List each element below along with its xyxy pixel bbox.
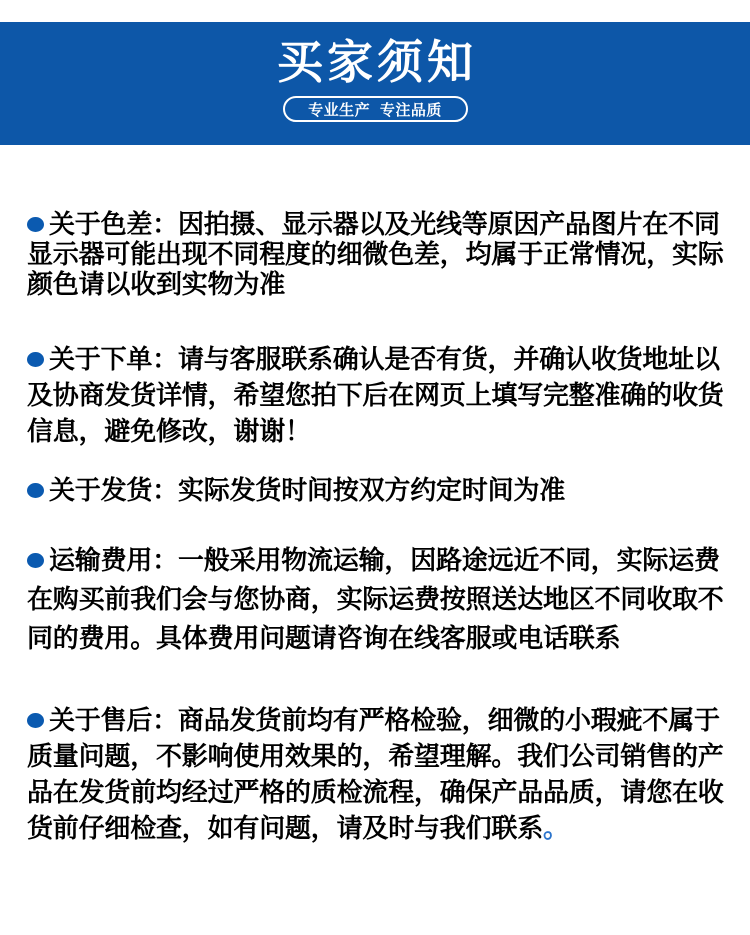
notice-line bbox=[27, 341, 723, 377]
notice-line bbox=[27, 541, 723, 580]
tagline-text: 专业生产 专注品质 bbox=[308, 101, 442, 119]
notice-list bbox=[0, 209, 750, 846]
notice-line: 颜色请以收到实物为准 bbox=[27, 269, 286, 299]
notice-line: 在购买前我们会与您协商，实际运费按照送达地区不同收取不 bbox=[27, 584, 724, 614]
bullet-icon bbox=[27, 483, 44, 498]
notice-shipping-time bbox=[27, 472, 723, 508]
notice-text: 关于发货：实际发货时间按双方约定时间为准 bbox=[49, 475, 566, 505]
notice-freight-cost bbox=[27, 541, 723, 658]
notice-text: 关于下单：请与客服联系确认是否有货，并确认收货地址以 bbox=[49, 344, 720, 374]
page-title: 买家须知 bbox=[277, 36, 477, 88]
notice-line: 信息，避免修改，谢谢！ bbox=[27, 416, 311, 446]
bullet-icon bbox=[27, 713, 44, 728]
notice-line bbox=[27, 702, 723, 738]
notice-text: 关于售后：商品发货前均有严格检验，细微的小瑕疵不属于 bbox=[49, 705, 720, 735]
tagline-pill bbox=[283, 96, 468, 122]
bullet-icon bbox=[27, 553, 44, 568]
notice-color-difference bbox=[27, 209, 723, 299]
blue-period: 。 bbox=[543, 813, 569, 843]
notice-after-sales bbox=[27, 702, 723, 846]
notice-line bbox=[27, 810, 723, 846]
notice-line bbox=[27, 472, 723, 508]
notice-line: 及协商发货详情，希望您拍下后在网页上填写完整准确的收货 bbox=[27, 380, 724, 410]
notice-text: 关于色差：因拍摄、显示器以及光线等原因产品图片在不同 bbox=[49, 209, 720, 239]
notice-line: 显示器可能出现不同程度的细微色差，均属于正常情况，实际 bbox=[27, 239, 724, 269]
bullet-icon bbox=[27, 352, 44, 367]
notice-text: 运输费用：一般采用物流运输，因路途远近不同，实际运费 bbox=[49, 545, 720, 575]
bullet-icon bbox=[27, 217, 44, 232]
header-banner bbox=[0, 22, 750, 145]
notice-line: 同的费用。具体费用问题请咨询在线客服或电话联系 bbox=[27, 623, 621, 653]
notice-line bbox=[27, 209, 723, 239]
notice-ordering bbox=[27, 341, 723, 449]
notice-text: 货前仔细检查，如有问题，请及时与我们联系 bbox=[27, 813, 544, 843]
notice-line: 品在发货前均经过严格的质检流程，确保产品品质，请您在收 bbox=[27, 777, 724, 807]
notice-line: 质量问题，不影响使用效果的，希望理解。我们公司销售的产 bbox=[27, 741, 724, 771]
